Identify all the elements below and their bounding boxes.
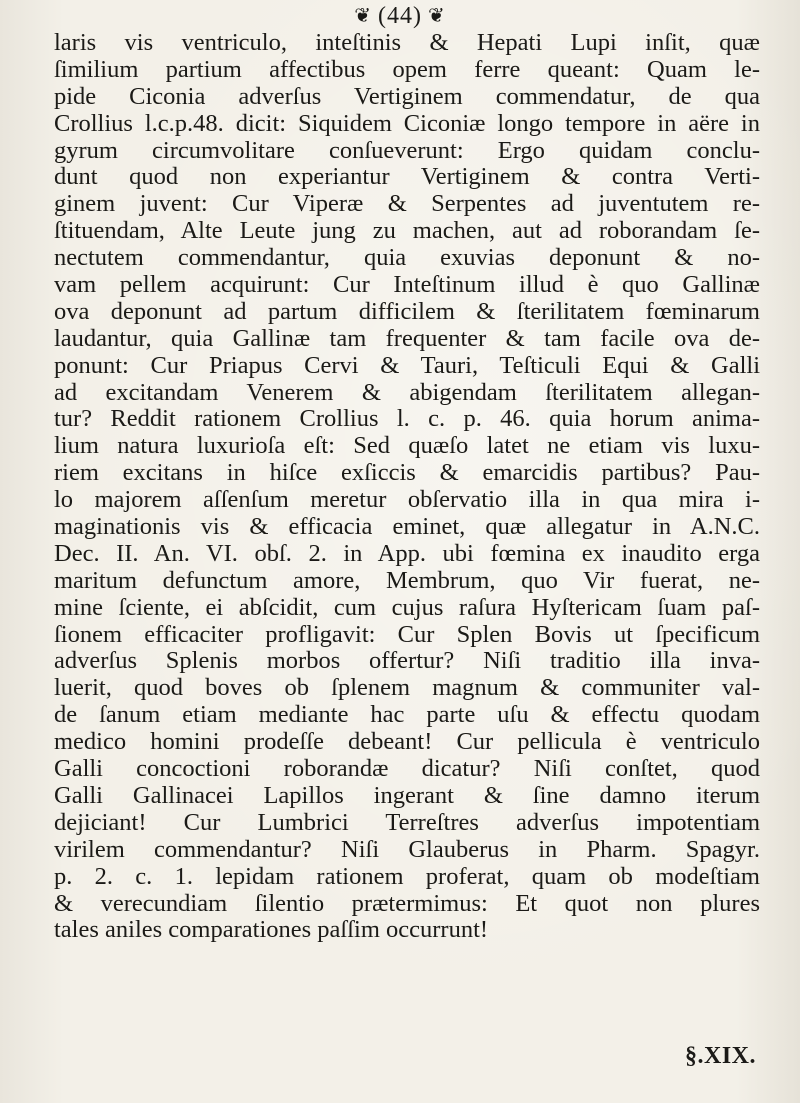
text-line: mine ſciente, ei abſcidit, cum cujus raſura Hyſtericam ſuam paſ-: [54, 594, 760, 621]
text-line: tur? Reddit rationem Crollius l. c. p. 46. quia horum anima-: [54, 406, 760, 433]
text-line: ad excitandam Venerem & abigendam ſterilitatem allegan-: [54, 379, 760, 406]
text-line: nectutem commendantur, quia exuvias deponunt & no-: [54, 245, 760, 272]
text-line: luerit, quod boves ob ſplenem magnum & communiter val-: [54, 675, 760, 702]
text-line: lo majorem aſſenſum meretur obſervatio illa in qua mira i-: [54, 487, 760, 514]
text-line: riem excitans in hiſce exſiccis & emarcidis partibus? Pau-: [54, 460, 760, 487]
catchword: §.XIX.: [684, 1043, 756, 1069]
text-line: ſtituendam, Alte Leute jung zu machen, aut ad roborandam ſe-: [54, 218, 760, 245]
text-line: Galli Gallinacei Lapillos ingerant & ſine damno iterum: [54, 782, 760, 809]
page-header: [0, 2, 800, 30]
text-line: dejiciant! Cur Lumbrici Terreſtres adverſus impotentiam: [54, 809, 760, 836]
text-line: laudantur, quia Gallinæ tam frequenter & tam facile ova de-: [54, 325, 760, 352]
text-line: ova deponunt ad partum difficilem & ſterilitatem fœminarum: [54, 298, 760, 325]
ornament-right-icon: ❦: [427, 5, 446, 27]
text-line: gyrum circumvolitare conſueverunt: Ergo quidam conclu-: [54, 137, 760, 164]
page-number: (44): [378, 3, 422, 29]
text-line: maginationis vis & efficacia eminet, quæ allegatur in A.N.C.: [54, 514, 760, 541]
text-line: lium natura luxurioſa eſt: Sed quæſo latet ne etiam vis luxu-: [54, 433, 760, 460]
ornament-left-icon: ❦: [354, 5, 372, 27]
text-line: Crollius l.c.p.48. dicit: Siquidem Ciconiæ longo tempore in aëre in: [54, 110, 760, 137]
text-line: dunt quod non experiantur Vertiginem & contra Verti-: [54, 164, 760, 191]
text-line: vam pellem acquirunt: Cur Inteſtinum illud è quo Gallinæ: [54, 272, 760, 299]
page-body-text: [54, 30, 760, 944]
text-line: ſimilium partium affectibus opem ferre queant: Quam le-: [54, 56, 760, 83]
text-line: ginem juvent: Cur Viperæ & Serpentes ad juventutem re-: [54, 191, 760, 218]
text-line: ponunt: Cur Priapus Cervi & Tauri, Teſticuli Equi & Galli: [54, 352, 760, 379]
text-line: de ſanum etiam mediante hac parte uſu & effectu quodam: [54, 702, 760, 729]
text-line: virilem commendantur? Niſi Glauberus in Pharm. Spagyr.: [54, 836, 760, 863]
text-line: tales aniles comparationes paſſim occurrunt!: [54, 917, 489, 944]
text-line: Galli concoctioni roborandæ dicatur? Niſi conſtet, quod: [54, 756, 760, 783]
text-line: pide Ciconia adverſus Vertiginem commendatur, de qua: [54, 83, 760, 110]
text-line: Dec. II. An. VI. obſ. 2. in App. ubi fœmina ex inaudito erga: [54, 540, 760, 567]
text-line: & verecundiam ſilentio prætermimus: Et quot non plures: [54, 890, 760, 917]
text-line: maritum defunctum amore, Membrum, quo Vir fuerat, ne-: [54, 567, 760, 594]
text-line: adverſus Splenis morbos offertur? Niſi traditio illa inva-: [54, 648, 760, 675]
text-line: ſionem efficaciter profligavit: Cur Splen Bovis ut ſpecificum: [54, 621, 760, 648]
text-line: medico homini prodeſſe debeant! Cur pellicula è ventriculo: [54, 729, 760, 756]
text-line: p. 2. c. 1. lepidam rationem proferat, quam ob modeſtiam: [54, 863, 760, 890]
text-line: laris vis ventriculo, inteſtinis & Hepati Lupi inſit, quæ: [54, 30, 760, 56]
